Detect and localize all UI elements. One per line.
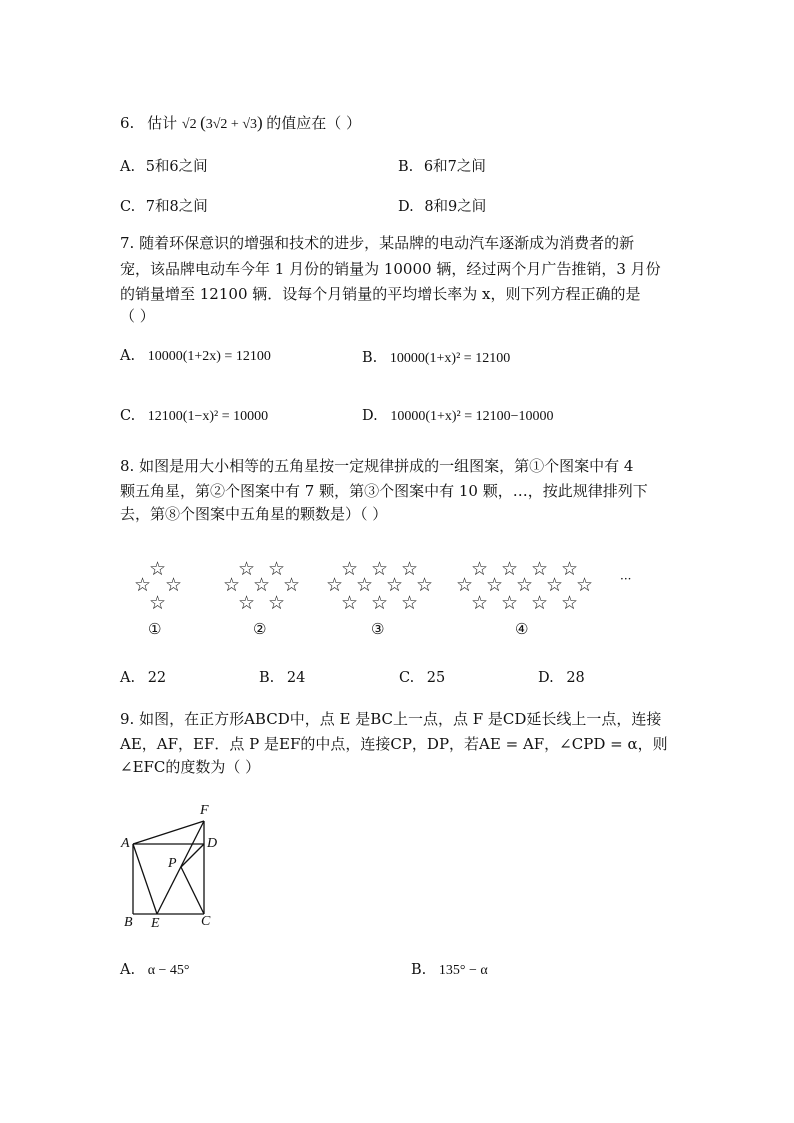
point-label-d: D — [207, 836, 218, 851]
star-pattern-2-r3-1: ☆ — [238, 592, 256, 614]
star-pattern-1-r1-1: ☆ — [149, 558, 167, 580]
q8-option-d: D. 28 — [538, 670, 585, 686]
q6-option-b: B. 6和7之间 — [398, 159, 486, 175]
q7-line-3: 的销量增至 12100 辆．设每个月销量的平均增长率为 x，则下列方程正确的是 — [120, 285, 641, 303]
q6-lead: 估计 — [147, 114, 178, 132]
q6-number: 6. — [120, 114, 135, 132]
q8-line-1: 8. 如图是用大小相等的五角星按一定规律拼成的一组图案，第①个图案中有 4 — [120, 457, 634, 475]
star-pattern-3-r3-3: ☆ — [401, 592, 419, 614]
q9-option-a: A. α − 45° — [120, 962, 190, 978]
point-label-c: C — [201, 914, 211, 929]
q6-option-a: A. 5和6之间 — [120, 159, 208, 175]
segment-cp — [181, 867, 204, 914]
star-pattern-4-r1-2: ☆ — [501, 558, 519, 580]
star-pattern-4-r2-3: ☆ — [516, 574, 534, 596]
star-pattern-3-r2-3: ☆ — [386, 574, 404, 596]
q7-option-d: D. 10000(1+x)² = 12100−10000 — [362, 408, 554, 424]
star-pattern-4-r1-4: ☆ — [561, 558, 579, 580]
star-pattern-2-r2-2: ☆ — [253, 574, 271, 596]
star-pattern-2-r2-1: ☆ — [223, 574, 241, 596]
q8-line-3: 去，第⑧个图案中五角星的颗数是）（ ） — [120, 505, 388, 523]
star-pattern-4-r3-3: ☆ — [531, 592, 549, 614]
q8-figure-label-4: ④ — [515, 620, 529, 638]
star-pattern-4-r2-2: ☆ — [486, 574, 504, 596]
q8-option-a: A. 22 — [120, 670, 167, 686]
star-pattern-3-r2-4: ☆ — [416, 574, 434, 596]
star-pattern-3-r2-2: ☆ — [356, 574, 374, 596]
q7-option-a: A. 10000(1+2x) = 12100 — [120, 348, 271, 364]
star-pattern-4-r3-4: ☆ — [561, 592, 579, 614]
q9-option-b: B. 135° − α — [411, 962, 488, 978]
q9-line-2: AE，AF，EF．点 P 是EF的中点，连接CP，DP，若AE = AF，∠CPD = α，则 — [120, 735, 668, 753]
point-label-b: B — [124, 915, 133, 930]
star-pattern-4-r2-1: ☆ — [456, 574, 474, 596]
star-pattern-1-r2-1: ☆ — [134, 574, 152, 596]
q6-tail: 的值应在（ ） — [266, 114, 361, 132]
q8-ellipsis: ··· — [620, 572, 632, 586]
segment-dp — [181, 844, 204, 867]
star-pattern-4-r1-3: ☆ — [531, 558, 549, 580]
q8-line-2: 颗五角星，第②个图案中有 7 颗，第③个图案中有 10 颗，…，按此规律排列下 — [120, 482, 648, 500]
star-pattern-2-r1-1: ☆ — [238, 558, 256, 580]
q7-line-1: 7. 随着环保意识的增强和技术的进步，某品牌的电动汽车逐渐成为消费者的新 — [120, 234, 635, 252]
star-pattern-3-r1-1: ☆ — [341, 558, 359, 580]
star-pattern-3-r2-1: ☆ — [326, 574, 344, 596]
star-pattern-1-r3-1: ☆ — [149, 592, 167, 614]
point-label-f: F — [200, 803, 209, 818]
q7-option-b: B. 10000(1+x)² = 12100 — [362, 350, 511, 366]
q8-figure-label-3: ③ — [371, 620, 385, 638]
q6-option-c: C. 7和8之间 — [120, 199, 208, 215]
star-pattern-3-r1-3: ☆ — [401, 558, 419, 580]
q6-expr-root: √2 — [181, 117, 197, 132]
star-pattern-2-r2-3: ☆ — [283, 574, 301, 596]
star-pattern-3-r3-2: ☆ — [371, 592, 389, 614]
q6-stem — [120, 112, 361, 133]
q6-option-d: D. 8和9之间 — [398, 199, 487, 215]
q8-figure-label-2: ② — [253, 620, 267, 638]
q7-option-c: C. 12100(1−x)² = 10000 — [120, 408, 269, 424]
star-pattern-1-r2-2: ☆ — [165, 574, 183, 596]
q7-line-4: （ ） — [120, 307, 155, 325]
star-pattern-4-r3-2: ☆ — [501, 592, 519, 614]
q9-line-3: ∠EFC的度数为（ ） — [120, 758, 261, 776]
q9-line-1: 9. 如图，在正方形ABCD中，点 E 是BC上一点，点 F 是CD延长线上一点，连接 — [120, 710, 662, 728]
star-pattern-4-r3-1: ☆ — [471, 592, 489, 614]
point-label-a: A — [121, 836, 130, 851]
star-pattern-4-r2-4: ☆ — [546, 574, 564, 596]
star-pattern-2-r1-2: ☆ — [268, 558, 286, 580]
point-label-p: P — [168, 856, 177, 871]
star-pattern-4-r1-1: ☆ — [471, 558, 489, 580]
point-label-e: E — [151, 916, 160, 931]
q6-expr-inner: 3√2 + √3 — [205, 117, 258, 132]
q7-line-2: 宠，该品牌电动车今年 1 月份的销量为 10000 辆，经过两个月广告推销，3 月份 — [120, 260, 661, 278]
segment-af — [133, 821, 204, 844]
q8-option-c: C. 25 — [399, 670, 446, 686]
q8-option-b: B. 24 — [259, 670, 306, 686]
star-pattern-3-r1-2: ☆ — [371, 558, 389, 580]
q6-expression: √2 (3√2 + √3) — [181, 113, 263, 132]
star-pattern-3-r3-1: ☆ — [341, 592, 359, 614]
q8-figure-label-1: ① — [148, 620, 162, 638]
segment-ae — [133, 844, 157, 914]
star-pattern-4-r2-5: ☆ — [576, 574, 594, 596]
star-pattern-2-r3-2: ☆ — [268, 592, 286, 614]
q9-geometry-figure — [120, 800, 240, 940]
